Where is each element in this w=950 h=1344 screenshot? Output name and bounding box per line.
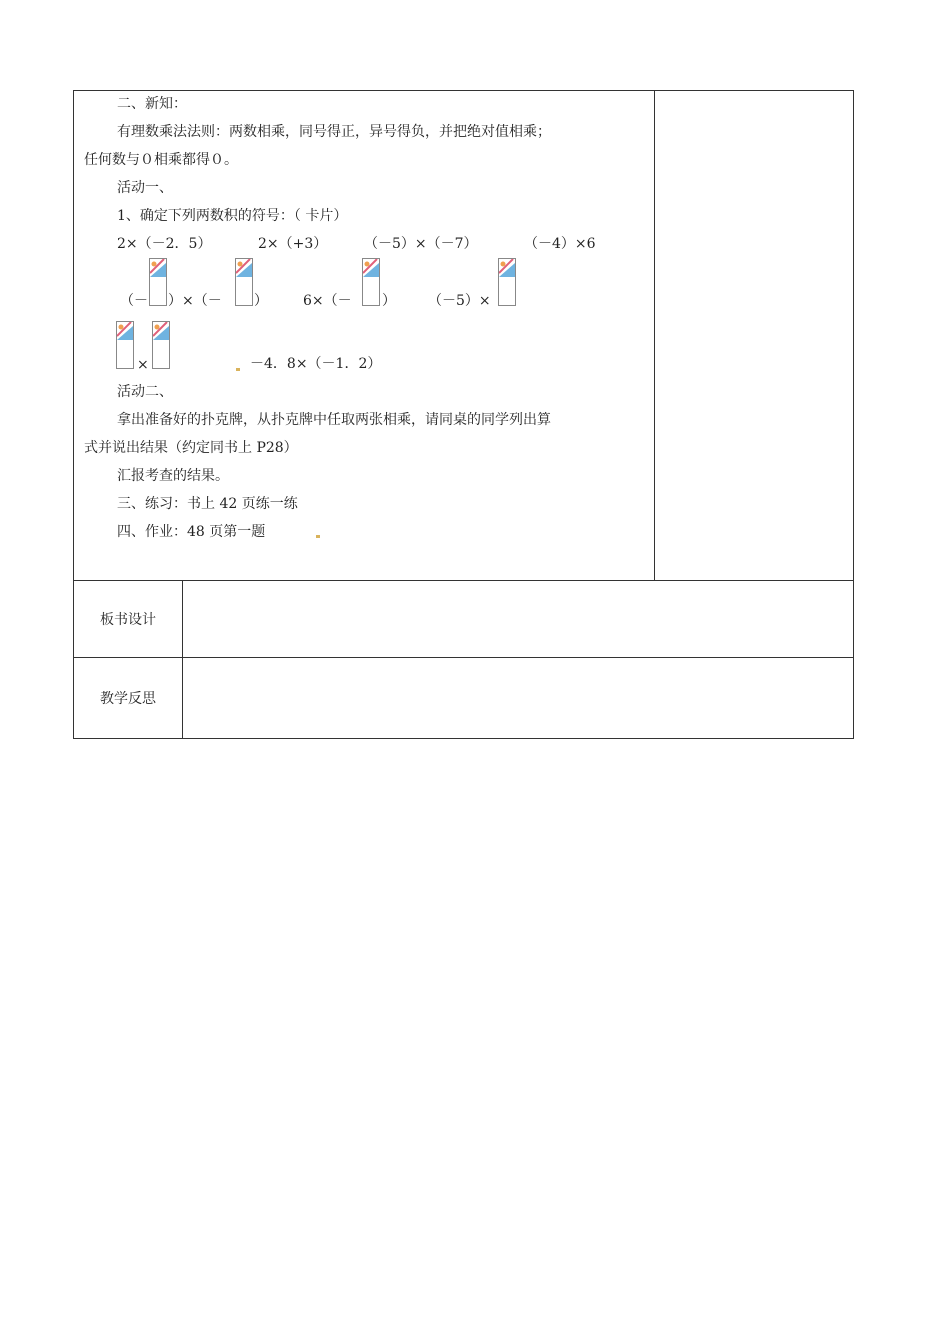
multiplication-rule-line-1: 有理数乘法法则：两数相乘，同号得正，异号得负，并把绝对值相乘； [117,124,551,140]
card-image-icon [363,259,379,277]
card-expr-1-end: ） [254,293,268,309]
side-notes-cell [655,91,853,580]
card-placeholder-3 [362,258,380,306]
report-results: 汇报考查的结果。 [117,468,229,484]
reflection-row [74,658,853,738]
reflection-label: 教学反思 [74,658,183,738]
card-expr-1-start: （－ [120,293,148,309]
card-multiply-sign: × [137,357,149,373]
card-image-icon [153,322,169,340]
expression-1: 2×（－2．5） [117,236,212,252]
board-design-label: 板书设计 [74,581,183,657]
expression-4: （－4）×6 [524,236,596,252]
expression-2: 2×（+3） [258,236,328,252]
lesson-content-row [74,91,853,581]
expression-3: （－5）×（－7） [364,236,478,252]
card-placeholder-5 [116,321,134,369]
stray-mark [316,535,320,538]
expression-5: －4．8×（－1．2） [250,356,382,372]
activity-two-heading: 活动二、 [117,384,173,400]
section-homework: 四、作业：48 页第一题 [117,524,266,540]
stray-mark [236,368,240,371]
card-expr-2-start: 6×（－ [303,293,352,309]
card-placeholder-2 [235,258,253,306]
section-practice: 三、练习：书上 42 页练一练 [117,496,298,512]
card-expr-2-end: ） [382,293,396,309]
card-placeholder-4 [498,258,516,306]
card-image-icon [150,259,166,277]
activity-two-task-line-2: 式并说出结果（约定同书上 P28） [84,440,298,456]
lesson-content-cell [74,91,655,580]
card-placeholder-6 [152,321,170,369]
card-image-icon [117,322,133,340]
lesson-table [73,90,854,739]
multiplication-rule-line-2: 任何数与０相乘都得０。 [84,152,238,168]
card-expr-1-middle: ）×（－ [168,293,222,309]
card-expr-3: （－5）× [428,293,491,309]
board-design-content [183,581,853,657]
section-new-knowledge: 二、新知： [117,96,187,112]
activity-two-task-line-1: 拿出准备好的扑克牌，从扑克牌中任取两张相乘，请同桌的同学列出算 [117,412,551,428]
activity-one-heading: 活动一、 [117,180,173,196]
card-image-icon [499,259,515,277]
activity-one-task: 1、确定下列两数积的符号：（ 卡片） [117,208,348,224]
card-placeholder-1 [149,258,167,306]
reflection-content [183,658,853,738]
board-design-row [74,581,853,658]
card-image-icon [236,259,252,277]
